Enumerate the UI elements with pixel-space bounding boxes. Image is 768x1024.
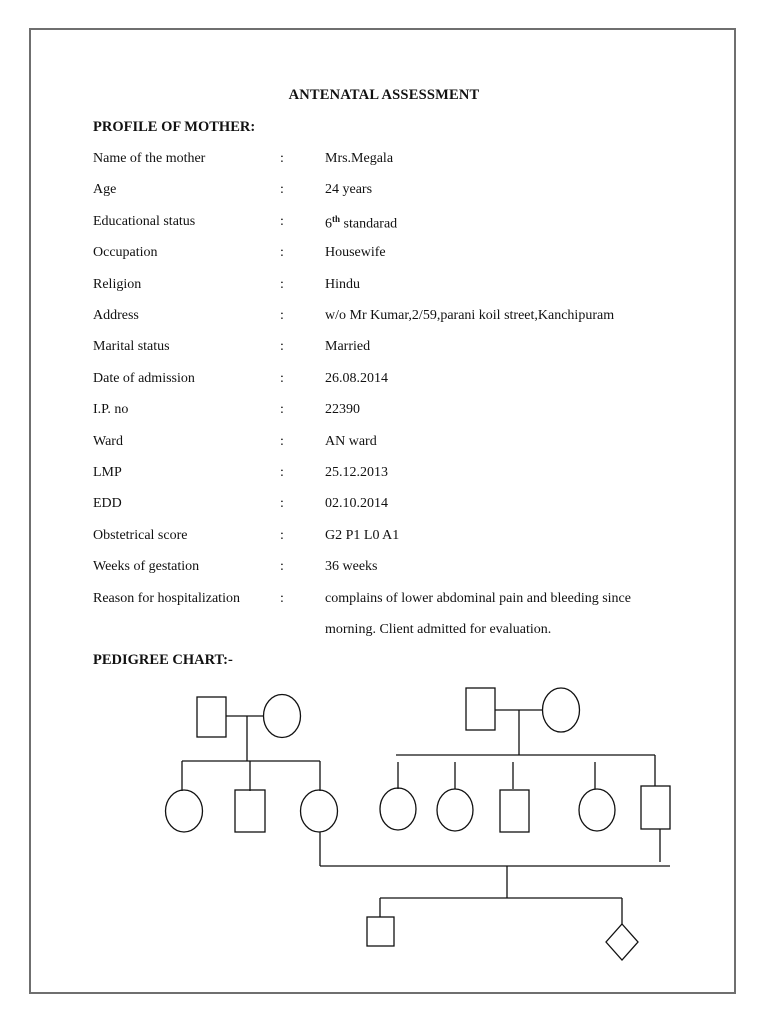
- profile-separator: :: [280, 339, 284, 354]
- pedigree-maternal-grandmother-female: [543, 688, 580, 732]
- profile-label: Name of the mother: [93, 151, 206, 166]
- profile-separator: :: [280, 559, 284, 574]
- profile-value: G2 P1 L0 A1: [325, 528, 400, 543]
- profile-separator: :: [280, 528, 284, 543]
- profile-separator: :: [280, 465, 284, 480]
- profile-value: complains of lower abdominal pain and bleeding since: [325, 591, 631, 606]
- profile-label: Marital status: [93, 339, 170, 354]
- profile-value: 22390: [325, 402, 360, 417]
- pedigree-child-unknown-sex: [606, 924, 638, 960]
- profile-separator: :: [280, 308, 284, 323]
- profile-label: I.P. no: [93, 402, 129, 417]
- pedigree-maternal-aunt-female: [437, 789, 473, 831]
- profile-value: 36 weeks: [325, 559, 378, 574]
- pedigree-mother-female: [301, 790, 338, 832]
- profile-separator: :: [280, 151, 284, 166]
- profile-separator: :: [280, 402, 284, 417]
- profile-label: Weeks of gestation: [93, 559, 200, 574]
- profile-value: 02.10.2014: [325, 496, 388, 511]
- pedigree-heading: PEDIGREE CHART:-: [93, 652, 233, 668]
- profile-label: Religion: [93, 277, 142, 292]
- profile-value: w/o Mr Kumar,2/59,parani koil street,Kanchipuram: [325, 308, 615, 323]
- profile-separator: :: [280, 245, 284, 260]
- profile-label: Address: [93, 308, 139, 323]
- profile-label: Age: [93, 182, 117, 197]
- profile-value: 24 years: [325, 182, 373, 197]
- profile-value-superscript: th: [332, 214, 341, 224]
- profile-value-continuation: morning. Client admitted for evaluation.: [325, 622, 552, 637]
- profile-value: 25.12.2013: [325, 465, 388, 480]
- pedigree-paternal-grandmother-female: [264, 695, 301, 738]
- pedigree-maternal-aunt-female: [579, 789, 615, 831]
- profile-label: Date of admission: [93, 371, 195, 386]
- document-title: ANTENATAL ASSESSMENT: [288, 87, 480, 103]
- pedigree-paternal-uncle-male: [235, 790, 265, 832]
- pedigree-paternal-grandfather-male: [197, 697, 226, 737]
- profile-separator: :: [280, 182, 284, 197]
- profile-separator: :: [280, 214, 284, 229]
- profile-label: Reason for hospitalization: [93, 591, 240, 606]
- profile-separator: :: [280, 434, 284, 449]
- profile-separator: :: [280, 496, 284, 511]
- profile-label: Educational status: [93, 214, 196, 229]
- pedigree-paternal-aunt-female: [166, 790, 203, 832]
- profile-heading: PROFILE OF MOTHER:: [93, 119, 256, 135]
- profile-value: Hindu: [325, 277, 360, 292]
- profile-label: Occupation: [93, 245, 158, 260]
- profile-value: Married: [325, 339, 371, 354]
- profile-label: Obstetrical score: [93, 528, 188, 543]
- profile-label: LMP: [93, 465, 122, 480]
- profile-value: Housewife: [325, 245, 386, 260]
- profile-label: Ward: [93, 434, 123, 449]
- pedigree-father-male: [641, 786, 670, 829]
- profile-separator: :: [280, 371, 284, 386]
- pedigree-maternal-uncle-male: [500, 790, 529, 832]
- profile-value-suffix: standarad: [340, 216, 398, 232]
- profile-value: AN ward: [325, 434, 377, 449]
- profile-label: EDD: [93, 496, 122, 511]
- pedigree-maternal-aunt-female: [380, 788, 416, 830]
- profile-value: Mrs.Megala: [325, 151, 394, 166]
- profile-value: 26.08.2014: [325, 371, 388, 386]
- profile-separator: :: [280, 277, 284, 292]
- profile-separator: :: [280, 591, 284, 606]
- pedigree-maternal-grandfather-male: [466, 688, 495, 730]
- pedigree-child-male: [367, 917, 394, 946]
- profile-value-base: 6: [325, 216, 332, 232]
